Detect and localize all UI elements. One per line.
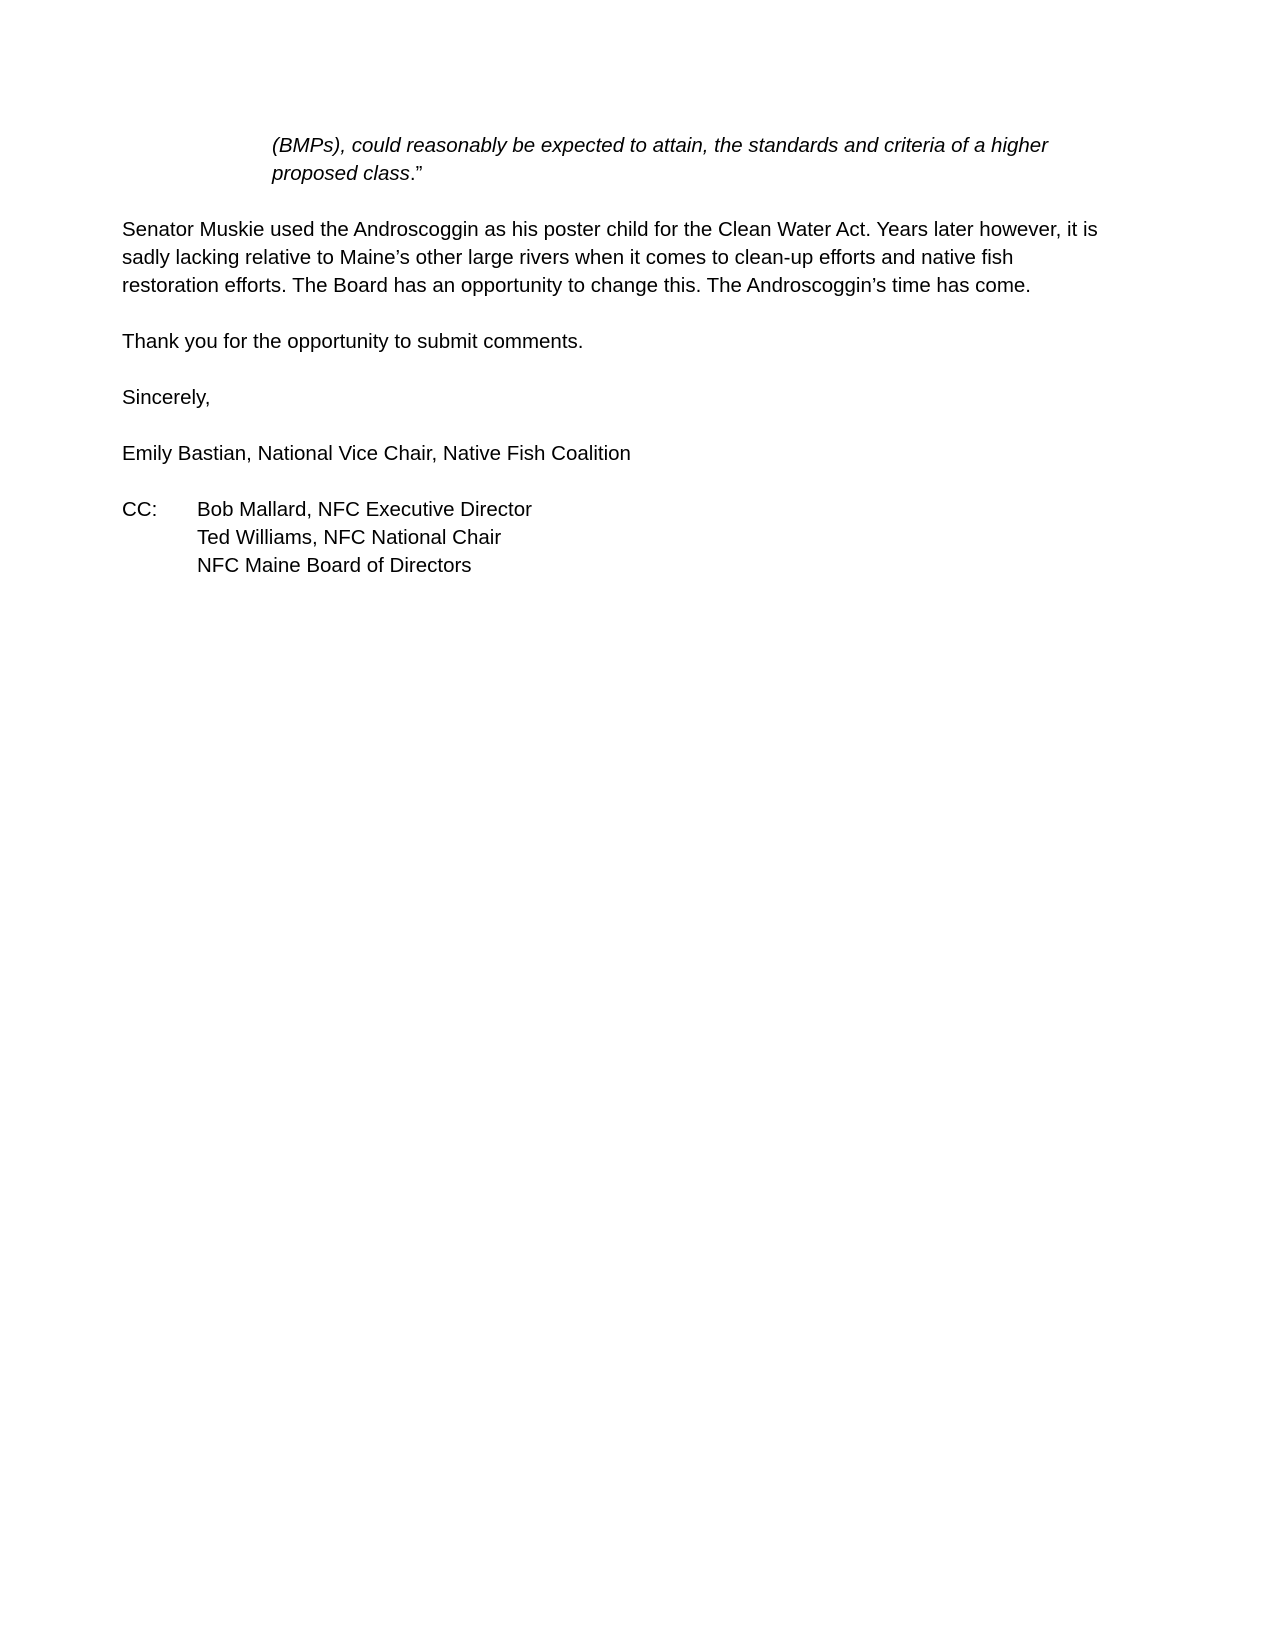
paragraph-line-1: Senator Muskie used the Androscoggin as his poster child for the Clean Water Act. Years later however, it is: [122, 218, 1098, 241]
cc-label: CC:: [122, 498, 158, 521]
thanks-line: Thank you for the opportunity to submit comments.: [122, 330, 584, 353]
closing-line: Sincerely,: [122, 386, 211, 409]
signature-line: Emily Bastian, National Vice Chair, Native Fish Coalition: [122, 442, 631, 465]
cc-name-1: Bob Mallard, NFC Executive Director: [197, 498, 532, 521]
quote-line-1: (BMPs), could reasonably be expected to attain, the standards and criteria of a higher: [272, 134, 1049, 157]
paragraph-line-2: sadly lacking relative to Maine’s other large rivers when it comes to clean-up efforts and native fish: [122, 246, 1014, 269]
paragraph-line-3: restoration efforts. The Board has an opportunity to change this. The Androscoggin’s time has come.: [122, 274, 1031, 297]
quote-line-2: [272, 160, 422, 188]
quote-line-2-tail: .”: [409, 162, 423, 185]
quote-line-2-italic: proposed class: [272, 162, 410, 185]
cc-name-3: NFC Maine Board of Directors: [197, 554, 472, 577]
cc-name-2: Ted Williams, NFC National Chair: [197, 526, 502, 549]
